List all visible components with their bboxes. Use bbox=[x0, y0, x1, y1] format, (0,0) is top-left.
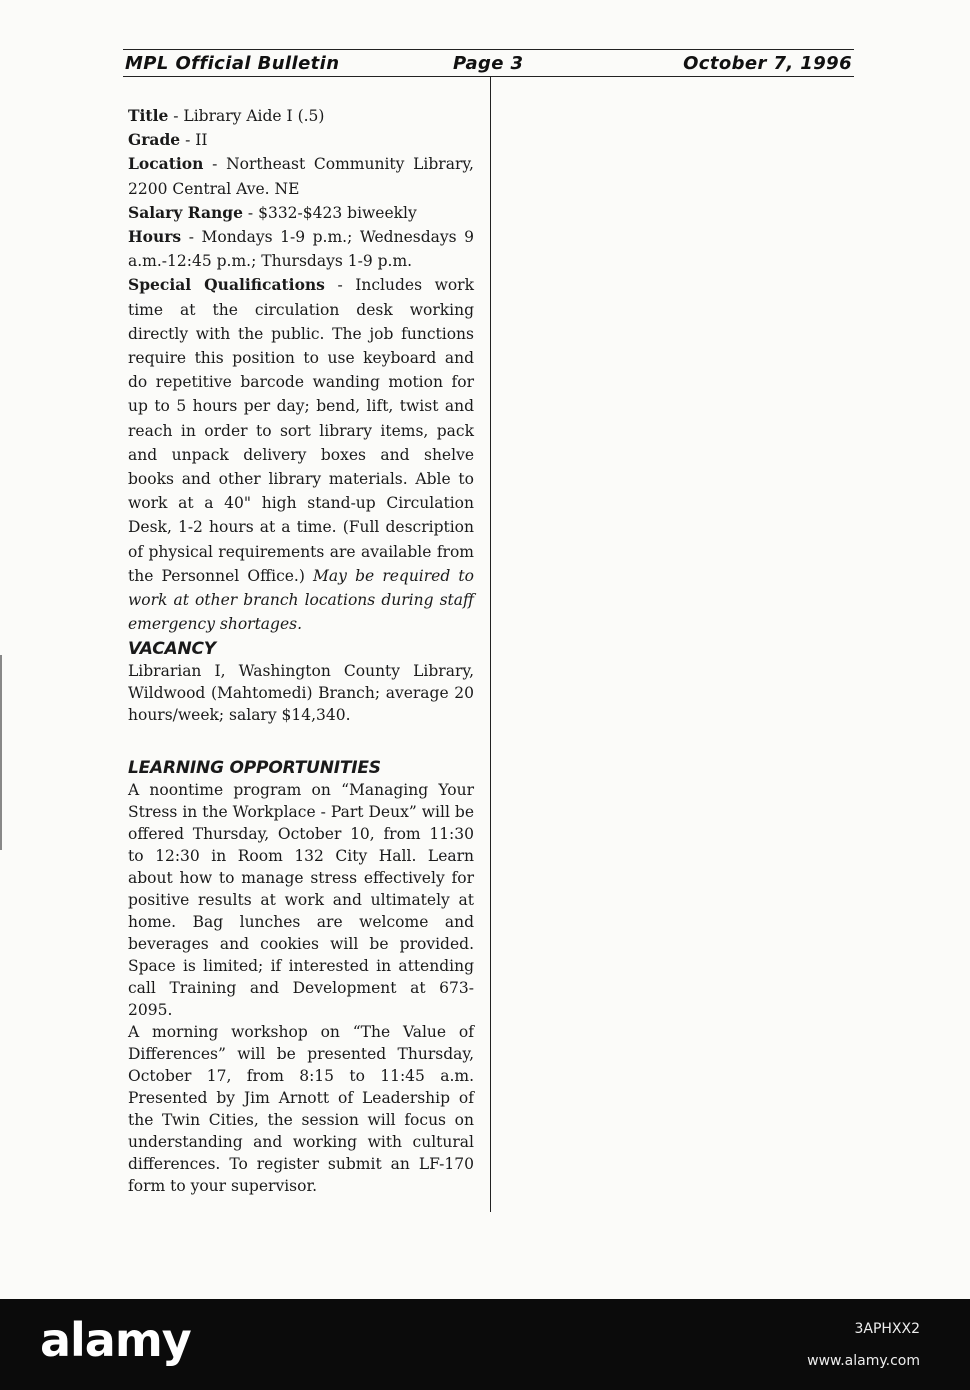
job-salary-label: Salary Range bbox=[128, 202, 243, 222]
job-salary-line bbox=[128, 201, 474, 225]
job-special-line bbox=[128, 273, 474, 636]
bulletin-title: MPL Official Bulletin bbox=[125, 52, 340, 74]
job-grade-line bbox=[128, 128, 474, 152]
learning-section bbox=[128, 757, 474, 1197]
scan-edge-mark bbox=[0, 655, 2, 850]
site-url: www.alamy.com bbox=[807, 1353, 920, 1369]
job-location-value: - Northeast Community Library, 2200 Central Ave. NE bbox=[128, 155, 474, 198]
job-hours-value: - Mondays 1-9 p.m.; Wednesdays 9 a.m.-12:45 p.m.; Thursdays 1-9 p.m. bbox=[128, 228, 474, 271]
image-id: 3APHXX2 bbox=[854, 1321, 920, 1337]
job-location-line bbox=[128, 152, 474, 200]
learning-paragraph-1: A noontime program on “Managing Your Stress in the Workplace - Part Deux” will be offered Thursday, October 10, from 11:30 to 12:30 in Room 132 City Hall. Learn about how to manage stress effectively for positive results at work and ultimately at home. Bag lunches are welcome and beverages and cookies will be provided. Space is limited; if interested in attending call Training and Development at 673-2095. bbox=[128, 781, 474, 1019]
bulletin-date: October 7, 1996 bbox=[683, 52, 852, 74]
watermark-footer bbox=[0, 1299, 970, 1390]
job-title-label: Title bbox=[128, 106, 169, 125]
job-special-label: Special Qualifications bbox=[128, 275, 325, 295]
column-divider bbox=[490, 77, 491, 1212]
job-special-italic: May be required to work at other branch locations during staff emergency shortages. bbox=[128, 566, 474, 634]
page-number: Page 3 bbox=[453, 52, 524, 74]
job-salary-value: - $332-$423 biweekly bbox=[243, 203, 417, 222]
learning-paragraph-2: A morning workshop on “The Value of Differences” will be presented Thursday, October 17, from 8:15 to 11:45 a.m. Presented by Jim Arnott of Leadership of the Twin Cities, the session will focus on understanding and working with cultural differences. To register submit an LF-170 form to your supervisor. bbox=[128, 1023, 474, 1195]
job-grade-value: - II bbox=[180, 131, 208, 150]
job-hours-label: Hours bbox=[128, 227, 182, 247]
vacancy-text: Librarian I, Washington County Library, Wildwood (Mahtomedi) Branch; average 20 hours/week; salary $14,340. bbox=[128, 662, 474, 724]
job-title-line bbox=[128, 104, 474, 128]
job-hours-line bbox=[128, 225, 474, 273]
job-location-label: Location bbox=[128, 154, 204, 174]
vacancy-section bbox=[128, 638, 474, 726]
job-grade-label: Grade bbox=[128, 130, 181, 150]
job-title-value: - Library Aide I (.5) bbox=[168, 107, 325, 125]
job-special-value: - Includes work time at the circulation desk working directly with the public. The job functions require this position to use keyboard and do repetitive barcode wanding motion for up to 5 hours per day; bend, lift, twist and reach in order to sort library items, pack and unpack delivery boxes and shelve books and other library materials. Able to work at a 40" high stand-up Circulation Desk, 1-2 hours at a time. (Full description of physical requirements are available from the Personnel Office.) bbox=[128, 276, 474, 585]
vacancy-heading: VACANCY bbox=[128, 639, 216, 659]
job-posting bbox=[128, 104, 474, 636]
bulletin-header bbox=[123, 49, 854, 77]
learning-heading: LEARNING OPPORTUNITIES bbox=[128, 758, 381, 778]
alamy-logo: alamy bbox=[40, 1313, 191, 1367]
